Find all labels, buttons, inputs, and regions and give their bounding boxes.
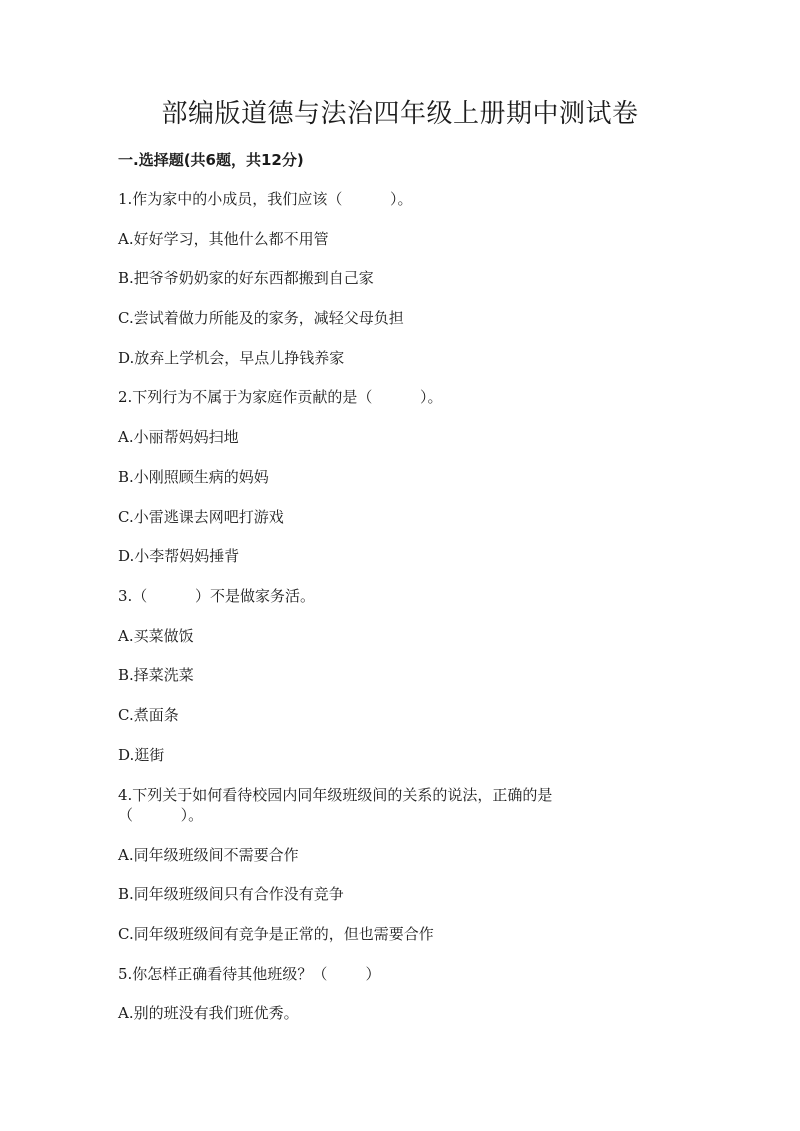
- question-3-option-b: B.择菜洗菜: [118, 666, 194, 684]
- question-1-option-a: A.好好学习，其他什么都不用管: [118, 230, 329, 248]
- question-5-stem: 5.你怎样正确看待其他班级？（ ）: [118, 965, 381, 983]
- question-4-option-b: B.同年级班级间只有合作没有竞争: [118, 885, 344, 903]
- question-2-option-c: C.小雷逃课去网吧打游戏: [118, 508, 284, 526]
- question-2-option-b: B.小刚照顾生病的妈妈: [118, 468, 269, 486]
- question-3-option-c: C.煮面条: [118, 706, 179, 724]
- question-4-option-c: C.同年级班级间有竞争是正常的，但也需要合作: [118, 925, 434, 943]
- question-5-option-a: A.别的班没有我们班优秀。: [118, 1004, 299, 1022]
- question-2-option-a: A.小丽帮妈妈扫地: [118, 428, 239, 446]
- question-3-stem: 3.（ ）不是做家务活。: [118, 587, 315, 605]
- question-2-option-d: D.小李帮妈妈捶背: [118, 547, 240, 565]
- page-title: 部编版道德与法治四年级上册期中测试卷: [161, 99, 639, 129]
- question-1-option-c: C.尝试着做力所能及的家务，减轻父母负担: [118, 309, 404, 327]
- question-3-option-d: D.逛街: [118, 746, 165, 764]
- question-1-stem: 1.作为家中的小成员，我们应该（ ）。: [118, 190, 413, 208]
- section-heading: 一.选择题(共6题，共12分): [118, 151, 304, 169]
- question-1-option-d: D.放弃上学机会，早点儿挣钱养家: [118, 349, 345, 367]
- question-4-stem-continued: （ ）。: [118, 806, 204, 824]
- question-2-stem: 2.下列行为不属于为家庭作贡献的是（ ）。: [118, 388, 443, 406]
- question-3-option-a: A.买菜做饭: [118, 627, 194, 645]
- question-4-stem: 4.下列关于如何看待校园内同年级班级间的关系的说法，正确的是: [118, 786, 553, 804]
- question-1-option-b: B.把爷爷奶奶家的好东西都搬到自己家: [118, 269, 374, 287]
- question-4-option-a: A.同年级班级间不需要合作: [118, 846, 299, 864]
